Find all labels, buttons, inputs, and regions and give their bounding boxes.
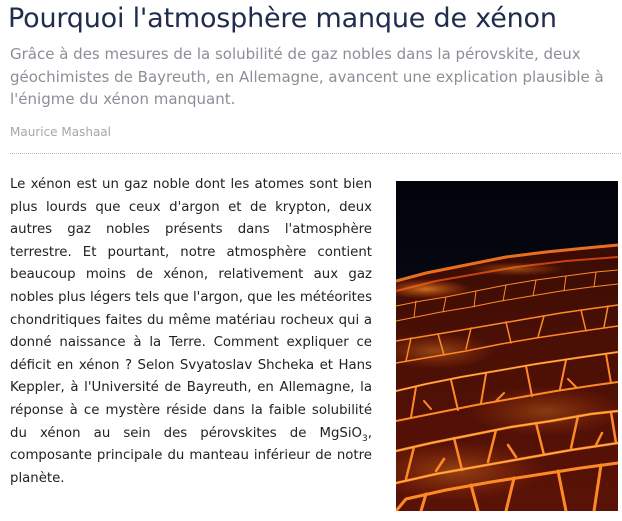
body-end-text: , composante principale du manteau inférieur de notre planète.: [10, 425, 372, 486]
formula-subscript: 3: [362, 433, 368, 444]
article-lead: Grâce à des mesures de la solubilité de gaz nobles dans la pérovskite, deux géochimistes de Bayreuth, en Allemagne, avancent une explication plausible à l'énigme du xénon manquant.: [10, 45, 604, 108]
body-main-text: Le xénon est un gaz noble dont les atomes sont bien plus lourds que ceux d'argon et de krypton, deux autres gaz nobles présents dans l'atmosphère terrestre. Et pourtant, notre atmosphère contient beaucoup moins de xénon, relativement aux gaz nobles plus légers tels que l'argon, que les météorites chondritiques faites du même matériau rocheux qui a donné naissance à la Terre. Comment expliquer ce déficit en xénon ? Selon Svyatoslav Shcheka et Hans Keppler, à l'Université de Bayreuth, en Allemagne, la réponse à ce mystère réside dans la faible solubilité du xénon au sein des pérovskites de MgSiO: [10, 177, 372, 441]
article-body: [10, 174, 372, 490]
divider: [10, 153, 621, 154]
lava-photo[interactable]: [396, 181, 618, 511]
article-title: Pourquoi l'atmosphère manque de xénon: [8, 3, 557, 34]
figure-caption: [396, 515, 618, 521]
author-name[interactable]: Maurice Mashaal: [10, 125, 111, 139]
